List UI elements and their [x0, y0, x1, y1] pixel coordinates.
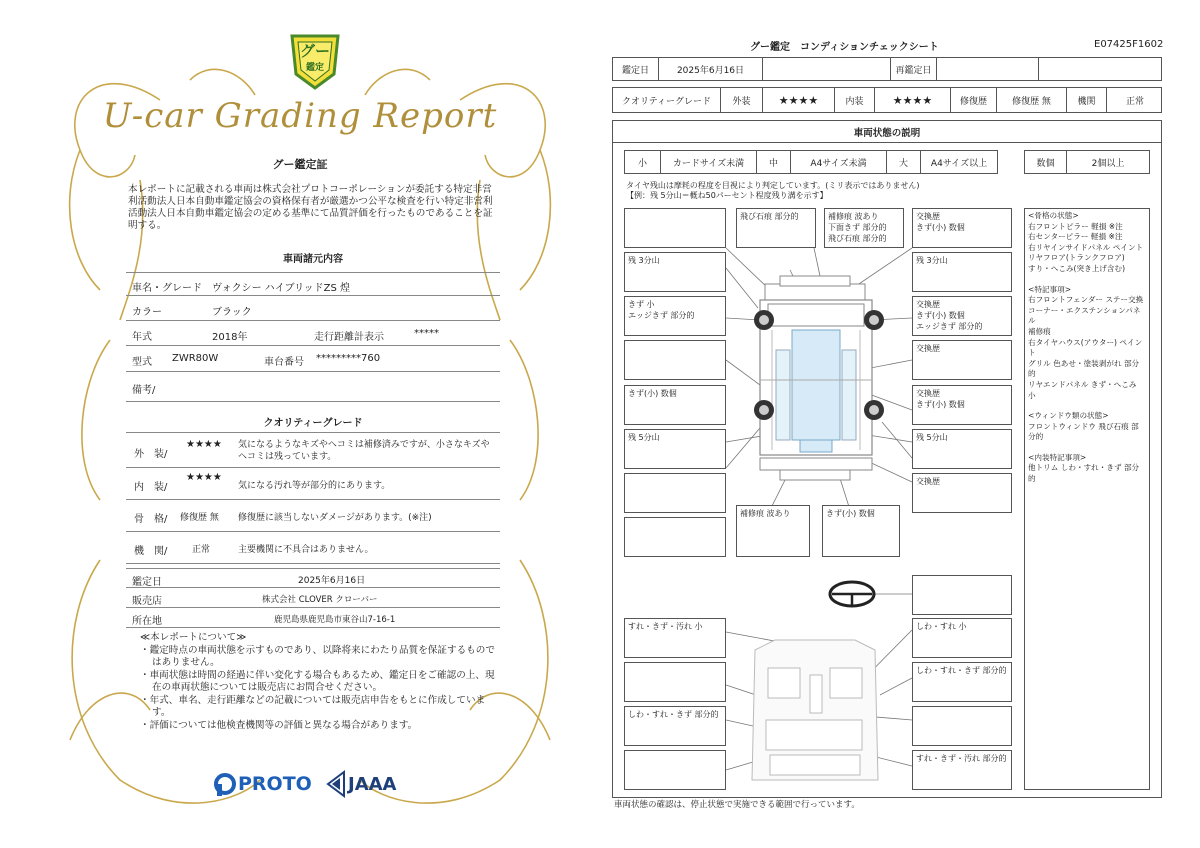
cond-box-steering: [912, 575, 1012, 615]
quality-heading: クオリティーグレード: [263, 418, 363, 429]
redate-value: [937, 58, 1039, 80]
engine-label: 機 関/: [134, 546, 168, 557]
name-label: 車名・グレード: [132, 283, 202, 294]
side-note-line: フロントウィンドウ 飛び石痕 部分的: [1028, 421, 1139, 442]
date-value: 2025年6月16日: [298, 576, 366, 586]
cond-box-tire-rear-left: 残 5分山: [624, 429, 726, 469]
side-note-line: 右センターピラー 軽損 ※注: [1028, 232, 1123, 242]
spec-row-name: [126, 272, 500, 296]
int-stars: ★★★★: [875, 88, 951, 112]
chassis-value: *********760: [316, 353, 381, 364]
cond-box-right-front: 交換歴 きず(小) 数個 エッジきず 部分的: [912, 296, 1012, 336]
footer-row-shop: [126, 588, 500, 608]
side-note-line: 補修痕: [1028, 326, 1051, 336]
certificate-intro: 本レポートに記載される車両は株式会社プロトコーポレーションが委託する特定非営利活動法人日本自動車鑑定協会の資格保有者が厳選かつ公平な検査を行い特定非営利活動法人日本自動車鑑定協会の定める基準にて品質評価を行ったものであることを証明する。: [128, 184, 493, 231]
state-heading: 車両状態の説明: [613, 121, 1161, 143]
cond-box-rear-right: 交換歴: [912, 473, 1012, 513]
size-legend: [624, 150, 998, 174]
count-legend: [1024, 150, 1150, 174]
side-note-line: リヤエンドパネル きず・へこみ 小: [1028, 379, 1137, 400]
note-item: ・車両状態は時間の経過に伴い変化する場合もあるため、鑑定日をご確認の上、現在の車両状態については販売店にお問合せください。: [140, 669, 495, 693]
sheet-code: E07425F1602: [1094, 39, 1164, 50]
sheet-title: グー鑑定 コンディションチェックシート: [750, 42, 939, 53]
quality-row-frame: [126, 500, 500, 532]
cond-box-front-bumper: 補修痕 波あり 下面きず 部分的 飛び石痕 部分的: [824, 208, 904, 248]
spec-heading: 車両諸元内容: [283, 254, 343, 265]
proto-logo-icon: [214, 772, 236, 796]
tire-note-2: 【例：残 5分山＝概ね50パーセント程度残り溝を示す】: [626, 191, 828, 200]
sheet-footer-note: 車両状態の確認は、停止状態で実施できる範囲で行っています。: [614, 800, 860, 810]
redate-label: 再鑑定日: [891, 58, 937, 80]
side-notes-list: [1028, 211, 1146, 485]
model-label: 型式: [132, 357, 152, 368]
color-value: ブラック: [212, 307, 252, 318]
exterior-stars: ★★★★: [186, 439, 222, 450]
interior-text: 気になる汚れ等が部分的にあります。: [238, 481, 391, 491]
legend-large: 大: [887, 151, 921, 173]
cond-box-empty: [624, 662, 726, 702]
side-note-line: リヤフロア(トランクフロア): [1028, 253, 1125, 263]
side-note-line: <特記事項>: [1028, 284, 1072, 294]
interior-stars: ★★★★: [186, 472, 222, 483]
cond-box-front-glass: 飛び石痕 部分的: [736, 208, 816, 248]
cond-box-interior-5: すれ・きず・汚れ 部分的: [912, 750, 1012, 790]
tire-note-1: タイヤ残山は摩耗の程度を目視により判定しています。(ミリ表示ではありません): [626, 181, 920, 190]
footer-row-address: [126, 608, 500, 628]
side-note-line: コーナー・エクステンションパネル: [1028, 305, 1141, 326]
exterior-label: 外 装/: [134, 449, 168, 460]
cond-box-interior-2: しわ・すれ 小: [912, 618, 1012, 658]
exterior-text: 気になるようなキズやヘコミは補修済みですが、小さなキズやヘコミは残っています。: [238, 440, 490, 462]
grade-row: [612, 87, 1162, 113]
spec-row-remarks: [126, 372, 500, 402]
side-note-line: <ウィンドウ類の状態>: [1028, 411, 1109, 421]
cond-box-empty: [624, 473, 726, 513]
side-note-line: 他トリム しわ・すれ・きず 部分的: [1028, 463, 1140, 484]
engine-text: 主要機関に不具合はありません。: [238, 545, 374, 555]
spec-row-year: [126, 321, 500, 346]
badge-sub: 鑑定: [305, 63, 324, 73]
cond-box-left-front: きず 小 エッジきず 部分的: [624, 296, 726, 336]
cond-box-right-rear: 交換歴 きず(小) 数個: [912, 385, 1012, 425]
spec-row-model: [126, 346, 500, 372]
cond-box-empty: [912, 706, 1012, 746]
cond-box-interior-3: しわ・すれ・きず 部分的: [624, 706, 726, 746]
date-value: 2025年6月16日: [659, 58, 763, 80]
cond-box-empty: [624, 750, 726, 790]
cond-box-rear-gate: 補修痕 波あり: [736, 505, 810, 557]
count-value: 2個以上: [1091, 158, 1125, 169]
cond-box-rear-bumper: きず(小) 数個: [822, 505, 900, 557]
side-notes-panel: [1024, 208, 1150, 790]
frame-text: 修復歴に該当しないダメージがあります。(※注): [238, 513, 432, 523]
legend-medium: 中: [757, 151, 791, 173]
mileage-label: 走行距離計表示: [314, 332, 384, 343]
quality-row-interior: [126, 468, 500, 500]
remarks-label: 備考/: [132, 385, 156, 396]
side-note-line: 右タイヤハウス(アウター) ペイント: [1028, 337, 1143, 358]
side-note-line: 右フロントピラー 軽損 ※注: [1028, 221, 1123, 231]
certificate-heading: グー鑑定証: [272, 158, 328, 171]
name-value: ヴォクシー ハイブリッドZS 煌: [212, 283, 351, 294]
legend-large-desc: A4サイズ以上: [930, 158, 988, 169]
side-note-line: <内装特記事項>: [1028, 452, 1087, 462]
notes-heading: ≪本レポートについて≫: [140, 632, 247, 643]
cond-box-right-center: 交換歴: [912, 340, 1012, 380]
report-title: U-car Grading Report: [102, 96, 498, 136]
date-label: 鑑定日: [132, 577, 162, 588]
goo-kantei-badge: [286, 30, 344, 92]
address-label: 所在地: [132, 616, 162, 627]
engine-value: 正常: [192, 545, 211, 555]
cond-box-tire-rear-right: 残 5分山: [912, 429, 1012, 469]
side-note-line: 右リヤインサイドパネル ペイント: [1028, 242, 1144, 252]
note-item: ・鑑定時点の車両状態を示すものであり、以降将来にわたり品質を保証するものではありません。: [140, 644, 495, 668]
legend-small: 小: [625, 151, 661, 173]
spec-row-color: [126, 296, 500, 321]
side-note-line: [1028, 275, 1146, 285]
condition-check-sheet: [600, 0, 1200, 848]
note-item: ・年式、車名、走行距離などの記載については販売店申告をもとに作成しています。: [140, 694, 486, 718]
cond-box-tire-front-left: 残 3分山: [624, 252, 726, 292]
date-blank: [763, 58, 891, 80]
ext-stars: ★★★★: [763, 88, 835, 112]
cond-box-right-top: 交換歴 きず(小) 数個: [912, 208, 1012, 248]
date-label: 鑑定日: [613, 58, 659, 80]
year-label: 年式: [132, 332, 152, 343]
badge-text: グー: [299, 42, 330, 60]
cond-box-interior-1: すれ・きず・汚れ 小: [624, 618, 726, 658]
cond-box-empty: [624, 517, 726, 557]
side-note-line: [1028, 401, 1146, 411]
frame-value: 修復歴 無: [180, 513, 219, 523]
jaaa-logo-icon: [326, 770, 346, 798]
engine-value: 正常: [1125, 96, 1144, 107]
engine-label: 機関: [1067, 88, 1107, 112]
cond-box-left-rear: きず(小) 数個: [624, 385, 726, 425]
side-note-line: グリル 色あせ・塗装剥がれ 部分的: [1028, 358, 1140, 379]
cond-box-tire-front-right: 残 3分山: [912, 252, 1012, 292]
date-row: [612, 57, 1162, 81]
year-value: 2018年: [212, 332, 248, 343]
cond-box-empty: [624, 208, 726, 248]
side-note-line: <骨格の状態>: [1028, 211, 1079, 220]
int-label: 内装: [835, 88, 875, 112]
jaaa-logo-text: JAAA: [348, 774, 397, 795]
cond-box-empty: [624, 340, 726, 380]
side-note-line: すり・へこみ(突き上げ含む): [1028, 263, 1126, 273]
hist-value: 修復歴 無: [997, 88, 1067, 112]
interior-label: 内 装/: [134, 482, 168, 493]
count-label: 数個: [1025, 151, 1067, 173]
side-note-line: [1028, 443, 1146, 453]
color-label: カラー: [132, 307, 162, 318]
quality-row-exterior: [126, 432, 500, 468]
side-note-line: 右フロントフェンダー ステー交換: [1028, 295, 1144, 305]
address-value: 鹿児島県鹿児島市東谷山7-16-1: [274, 615, 396, 625]
ext-label: 外装: [721, 88, 763, 112]
hist-label: 修復歴: [951, 88, 997, 112]
report-notes: [140, 632, 500, 732]
chassis-label: 車台番号: [264, 357, 304, 368]
cond-box-interior-4: しわ・すれ・きず 部分的: [912, 662, 1012, 702]
footer-logos: [214, 768, 414, 800]
mileage-value: *****: [414, 328, 439, 339]
footer-row-date: [126, 568, 500, 588]
legend-small-desc: カードサイズ未満: [661, 151, 757, 173]
shop-value: 株式会社 CLOVER クローバー: [262, 595, 378, 605]
grade-label: クオリティーグレード: [613, 88, 721, 112]
proto-logo-text: PROTO: [238, 773, 312, 795]
shop-label: 販売店: [132, 596, 162, 607]
quality-row-engine: [126, 532, 500, 564]
frame-label: 骨 格/: [134, 514, 168, 525]
note-item: ・評価については他検査機関等の評価と異なる場合があります。: [140, 719, 418, 731]
legend-medium-desc: A4サイズ未満: [791, 151, 887, 173]
model-value: ZWR80W: [172, 353, 219, 364]
